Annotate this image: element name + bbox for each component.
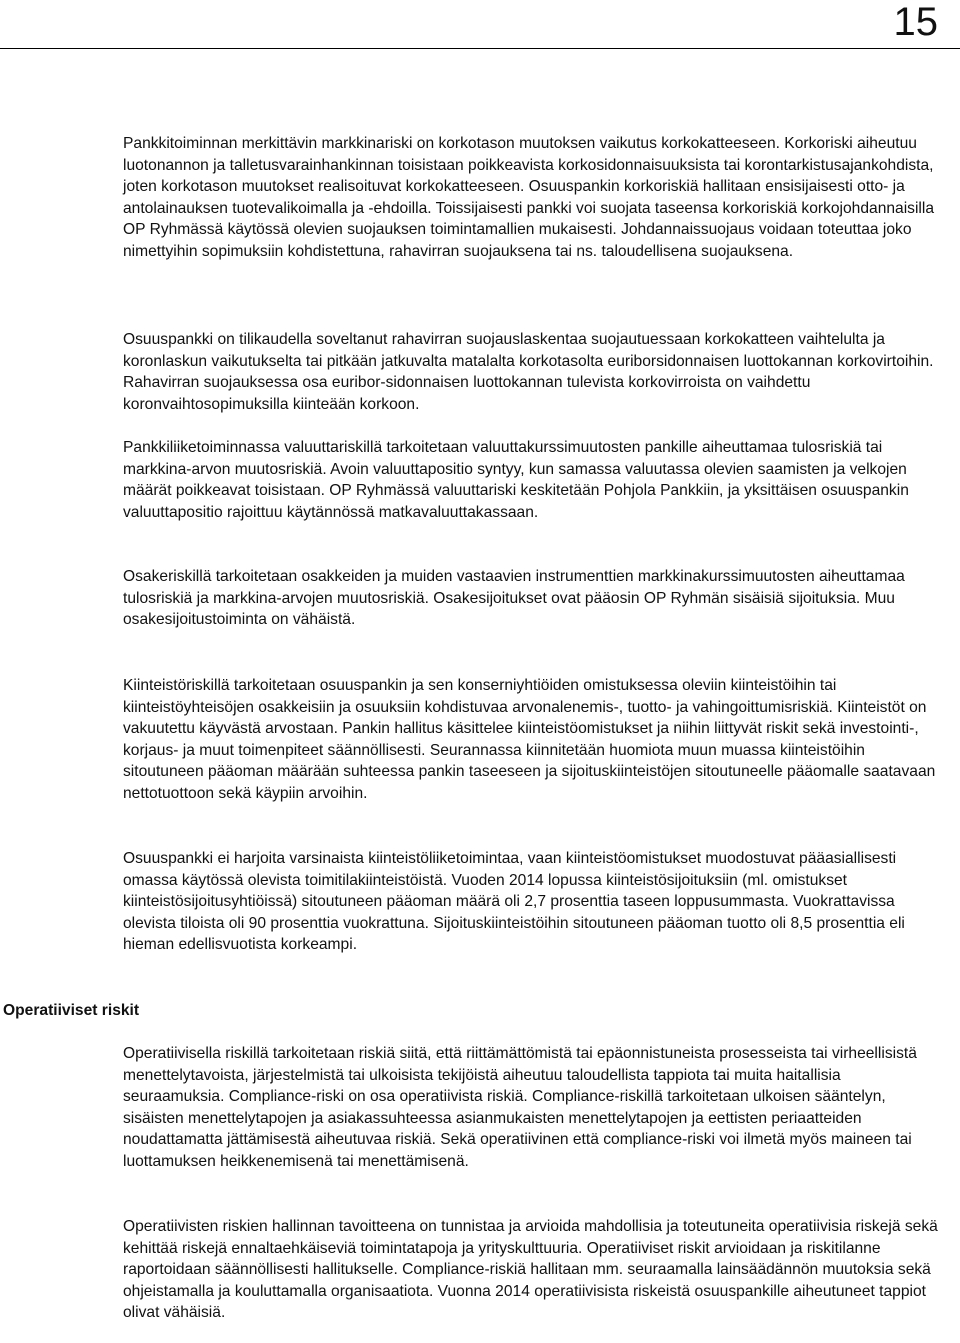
header-rule <box>0 48 960 49</box>
paragraph-cash-flow-hedging: Osuuspankki on tilikaudella soveltanut rahavirran suojauslaskentaa suojautuessaan korkokatteen vaihtelulta ja koronlaskun vaikutukselta tai pitkään jatkuvalta matalalta korkotasolta euriborsidonnaisen luottokannan korkovirtoihin. Rahavirran suojauksessa osa euribor-sidonnaisen luottokannan tulevista korkovirroista on vaihdettu koronvaihtosopimuksilla kiinteään korkoon. <box>123 331 934 413</box>
page-number: 15 <box>893 0 938 44</box>
paragraph-equity-risk: Osakeriskillä tarkoitetaan osakkeiden ja muiden vastaavien instrumenttien markkinakurssimuutosten aiheuttamaa tulosriskiä ja markkina-arvojen muutosriskiä. Osakesijoitukset ovat pääosin OP Ryhmän sisäisiä sijoituksia. Muu osakesijoitustoiminta on vähäistä. <box>123 568 905 629</box>
paragraph-interest-rate-risk: Pankkitoiminnan merkittävin markkinariski on korkotason muutoksen vaikutus korkokatteeseen. Korkoriski aiheutuu luotonannon ja talletusvarainhankinnan toisistaan poikkeavista korkosidonnaisuuksista tai korontarkistusajankohdista, joten korkotason muutokset realisoituvat korkokatteeseen. Osuuspankin korkoriskiä hallitaan ensisijaisesti otto- ja antolainauksen tuotevalikoimalla ja -ehdoilla. Toissijaisesti pankki voi suojata taseensa korkoriskiä korkojohdannaisilla OP Ryhmässä käytössä olevien suojauksen toimintamallien mukaisesti. Johdannaissuojaus voidaan toteuttaa joko nimettyihin sopimuksiin kohdistettuna, rahavirran suojauksena tai ns. taloudellisena suojauksena. <box>123 135 935 260</box>
paragraph-real-estate-risk: Kiinteistöriskillä tarkoitetaan osuuspankin ja sen konserniyhtiöiden omistuksessa oleviin kiinteistöihin tai kiinteistöyhteisöjen osakkeisiin ja osuuksiin kohdistuvaa arvonalenemis-, tuotto- ja vahingoittumisriskiä. Kiinteistöt on vakuutettu käyvästä arvostaan. Pankin hallitus käsittelee kiinteistöomistukset ja niihin liittyvät riskit sekä investointi-, korjaus- ja muut toimenpiteet säännöllisesti. Seurannassa kiinnitetään huomiota muun muassa kiinteistöihin sitoutuneen pääoman määrään suhteessa pankin taseeseen ja sijoituskiinteistöjen sitoutuneelle pääomalle saatavaan nettotuottoon sekä käypiin arvoihin. <box>123 677 936 802</box>
paragraph-operational-risk-definition: Operatiivisella riskillä tarkoitetaan riskiä siitä, että riittämättömistä tai epäonnistuneista prosesseista tai virheellisistä menettelytavoista, järjestelmistä tai ulkoisista tekijöistä aiheutuu taloudellista tappiota tai muita haitallisia seuraamuksia. Compliance-riski on osa operatiivista riskiä. Compliance-riskillä tarkoitetaan ulkoisen sääntelyn, sisäisten menettelytapojen ja asiakassuhteessa asianmukaisten menettelytapojen ja eettisten periaatteiden noudattamatta jättämisestä aiheutuvaa riskiä. Sekä operatiivinen että compliance-riski voi ilmetä myös maineen tai luottamuksen heikkenemisenä tai menettämisenä. <box>123 1045 917 1170</box>
paragraph-real-estate-holdings: Osuuspankki ei harjoita varsinaista kiinteistöliiketoimintaa, vaan kiinteistöomistukset muodostuvat pääasiallisesti omassa käytössä olevista toimitilakiinteistöistä. Vuoden 2014 lopussa kiinteistösijoituksiin (ml. omistukset kiinteistösijoitusyhtiöissä) sitoutuneen pääoman määrä oli 2,7 prosenttia taseen loppusummasta. Vuokrattavissa olevista tiloista oli 90 prosenttia vuokrattuna. Sijoituskiinteistöihin sitoutuneen pääoman tuotto oli 8,5 prosenttia eli hieman edellisvuotista korkeampi. <box>123 850 905 954</box>
section-heading-operational-risks: Operatiiviset riskit <box>3 1002 140 1019</box>
paragraph-operational-risk-management: Operatiivisten riskien hallinnan tavoitteena on tunnistaa ja arvioida mahdollisia ja toteutuneita operatiivisia riskejä sekä kehittää riskejä ennaltaehkäiseviä toimintatapoja ja yrityskulttuuria. Operatiiviset riskit arvioidaan ja riskitilanne raportoidaan säännöllisesti hallitukselle. Compliance-riskiä hallitaan mm. seuraamalla lainsäädännön muutoksia sekä ohjeistamalla ja kouluttamalla organisaatiota. Vuonna 2014 operatiivisista riskeistä osuuspankille aiheutuneet tappiot olivat vähäisiä. <box>123 1218 938 1322</box>
paragraph-currency-risk: Pankkiliiketoiminnassa valuuttariskillä tarkoitetaan valuuttakurssimuutosten pankille aiheuttamaa tulosriskiä tai markkina-arvon muutosriskiä. Avoin valuuttapositio syntyy, kun samassa valuutassa olevien saamisten ja velkojen määrät poikkeavat toisistaan. OP Ryhmässä valuuttariski keskitetään Pohjola Pankkiin, ja yksittäisen osuuspankin valuuttapositio rajoittuu käytännössä matkavaluuttakassaan. <box>123 439 909 521</box>
